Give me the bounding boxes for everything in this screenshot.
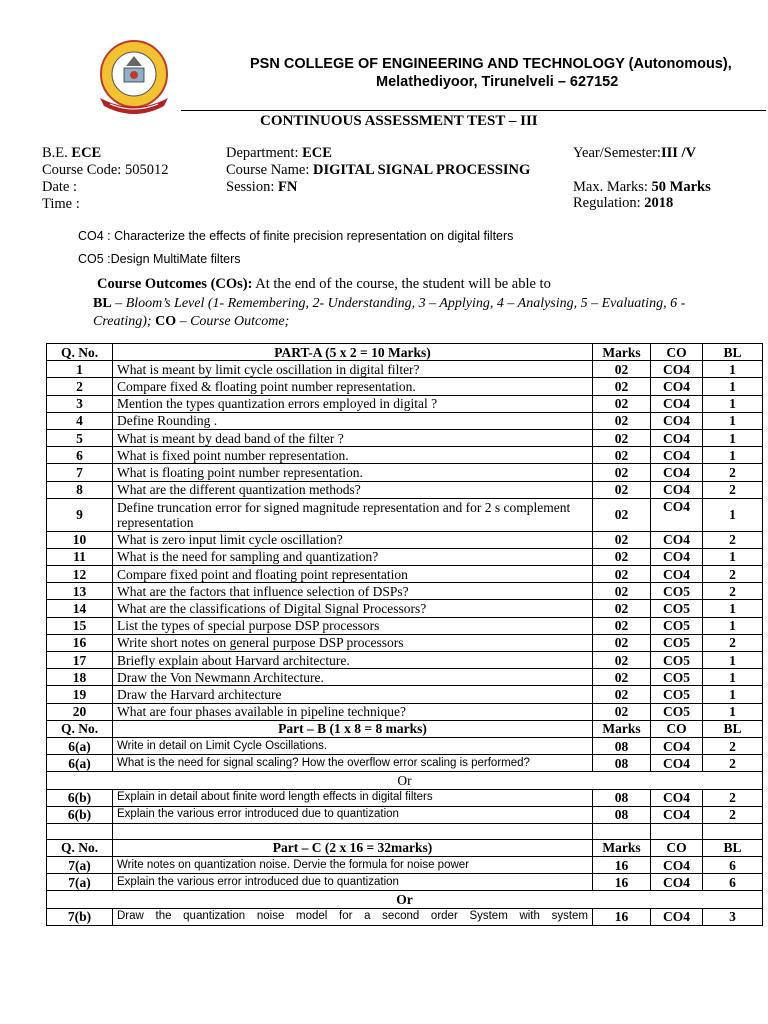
question-text: Define Rounding . — [113, 412, 593, 429]
college-name: PSN COLLEGE OF ENGINEERING AND TECHNOLOGY (Autonomous), — [250, 56, 732, 72]
question-co: CO4 — [651, 908, 703, 925]
question-text: Explain the various error introduced due to quantization — [113, 806, 593, 823]
question-text: Draw the Harvard architecture — [113, 686, 593, 703]
question-text: What are four phases available in pipeline technique? — [113, 703, 593, 720]
question-text: Mention the types quantization errors employed in digital ? — [113, 395, 593, 412]
question-row — [47, 378, 763, 395]
question-text: List the types of special purpose DSP processors — [113, 617, 593, 634]
question-co: CO5 — [651, 669, 703, 686]
question-text: Briefly explain about Harvard architecture. — [113, 652, 593, 669]
question-co: CO4 — [651, 806, 703, 823]
question-co: CO4 — [651, 464, 703, 481]
question-marks: 02 — [593, 429, 651, 446]
question-bl: 2 — [703, 755, 763, 772]
question-text: Write in detail on Limit Cycle Oscillations. — [113, 737, 593, 754]
question-bl: 3 — [703, 908, 763, 925]
question-bl: 2 — [703, 634, 763, 651]
question-co: CO4 — [651, 498, 703, 531]
question-marks: 02 — [593, 361, 651, 378]
question-bl: 1 — [703, 378, 763, 395]
table-header-row — [47, 839, 763, 856]
spacer-row — [47, 823, 763, 839]
question-number: 20 — [47, 703, 113, 720]
question-bl: 2 — [703, 737, 763, 754]
question-text: Compare fixed point and floating point representation — [113, 566, 593, 583]
question-marks: 02 — [593, 583, 651, 600]
question-number: 1 — [47, 361, 113, 378]
question-co: CO4 — [651, 412, 703, 429]
question-row — [47, 737, 763, 754]
session-line: Session: FN — [226, 179, 298, 195]
question-marks: 02 — [593, 652, 651, 669]
question-bl: 1 — [703, 600, 763, 617]
question-co: CO4 — [651, 395, 703, 412]
question-text: What is meant by limit cycle oscillation in digital filter? — [113, 361, 593, 378]
question-co: CO5 — [651, 634, 703, 651]
question-bl: 1 — [703, 429, 763, 446]
question-row — [47, 429, 763, 446]
question-row — [47, 498, 763, 531]
question-marks: 02 — [593, 600, 651, 617]
or-row — [47, 772, 763, 789]
bl-header: BL — [703, 720, 763, 737]
question-row — [47, 789, 763, 806]
marks-header: Marks — [593, 720, 651, 737]
question-bl: 2 — [703, 481, 763, 498]
regulation-line: Regulation: 2018 — [573, 195, 674, 211]
question-co: CO5 — [651, 583, 703, 600]
question-text: Draw the quantization noise model for a second order System with system — [113, 908, 593, 925]
question-marks: 08 — [593, 789, 651, 806]
college-logo-icon — [94, 36, 174, 116]
question-text: What is zero input limit cycle oscillation? — [113, 531, 593, 548]
or-row — [47, 891, 763, 908]
question-marks: 02 — [593, 412, 651, 429]
question-marks: 02 — [593, 548, 651, 565]
question-number: 2 — [47, 378, 113, 395]
question-marks: 02 — [593, 378, 651, 395]
question-co: CO4 — [651, 429, 703, 446]
question-marks: 16 — [593, 874, 651, 891]
question-number: 4 — [47, 412, 113, 429]
question-number: 6(a) — [47, 737, 113, 754]
co-header: CO — [651, 344, 703, 361]
question-row — [47, 755, 763, 772]
question-marks: 16 — [593, 908, 651, 925]
question-bl: 1 — [703, 395, 763, 412]
co4-statement: CO4 : Characterize the effects of finite precision representation on digital filters — [78, 229, 514, 243]
qno-header: Q. No. — [47, 720, 113, 737]
question-co: CO4 — [651, 874, 703, 891]
or-separator: Or — [47, 891, 763, 908]
question-marks: 02 — [593, 395, 651, 412]
question-text: What is fixed point number representation. — [113, 447, 593, 464]
course-outcomes-intro: Course Outcomes (COs): At the end of the course, the student will be able to — [97, 276, 551, 292]
question-number: 14 — [47, 600, 113, 617]
question-number: 11 — [47, 548, 113, 565]
question-row — [47, 634, 763, 651]
question-marks: 02 — [593, 447, 651, 464]
question-co: CO4 — [651, 737, 703, 754]
question-bl: 1 — [703, 498, 763, 531]
question-co: CO5 — [651, 600, 703, 617]
question-co: CO5 — [651, 686, 703, 703]
header-divider — [181, 110, 766, 111]
question-text: Write notes on quantization noise. Dervie the formula for noise power — [113, 857, 593, 874]
question-row — [47, 481, 763, 498]
question-marks: 08 — [593, 755, 651, 772]
question-bl: 2 — [703, 806, 763, 823]
course-name-line: Course Name: DIGITAL SIGNAL PROCESSING — [226, 162, 531, 178]
question-number: 6(b) — [47, 789, 113, 806]
test-title: CONTINUOUS ASSESSMENT TEST – III — [260, 113, 538, 129]
question-co: CO4 — [651, 378, 703, 395]
marks-header: Marks — [593, 344, 651, 361]
question-number: 8 — [47, 481, 113, 498]
question-bl: 2 — [703, 531, 763, 548]
program-line: B.E. ECE — [42, 145, 102, 161]
question-co: CO4 — [651, 361, 703, 378]
question-co: CO5 — [651, 703, 703, 720]
question-row — [47, 806, 763, 823]
question-bl: 2 — [703, 583, 763, 600]
co5-statement: CO5 :Design MultiMate filters — [78, 252, 241, 266]
question-co: CO4 — [651, 755, 703, 772]
question-text: What is the need for sampling and quantization? — [113, 548, 593, 565]
empty-cell — [47, 823, 113, 839]
question-marks: 02 — [593, 464, 651, 481]
question-bl: 1 — [703, 447, 763, 464]
question-row — [47, 548, 763, 565]
question-number: 17 — [47, 652, 113, 669]
question-row — [47, 447, 763, 464]
question-co: CO4 — [651, 548, 703, 565]
question-marks: 02 — [593, 531, 651, 548]
question-row — [47, 566, 763, 583]
question-marks: 02 — [593, 617, 651, 634]
question-co: CO4 — [651, 531, 703, 548]
question-number: 6(a) — [47, 755, 113, 772]
question-bl: 1 — [703, 361, 763, 378]
question-number: 7(b) — [47, 908, 113, 925]
question-number: 10 — [47, 531, 113, 548]
question-number: 15 — [47, 617, 113, 634]
question-marks: 08 — [593, 737, 651, 754]
question-number: 7(a) — [47, 857, 113, 874]
question-text: What are the classifications of Digital Signal Processors? — [113, 600, 593, 617]
question-bl: 1 — [703, 548, 763, 565]
part-header: Part – B (1 x 8 = 8 marks) — [113, 720, 593, 737]
question-bl: 2 — [703, 464, 763, 481]
question-marks: 08 — [593, 806, 651, 823]
question-marks: 02 — [593, 566, 651, 583]
question-marks: 02 — [593, 481, 651, 498]
question-marks: 02 — [593, 703, 651, 720]
date-label: Date : — [42, 179, 78, 195]
question-bl: 1 — [703, 686, 763, 703]
empty-cell — [593, 823, 651, 839]
question-bl: 6 — [703, 874, 763, 891]
question-marks: 02 — [593, 498, 651, 531]
question-bl: 2 — [703, 566, 763, 583]
question-co: CO5 — [651, 652, 703, 669]
question-number: 13 — [47, 583, 113, 600]
co-header: CO — [651, 839, 703, 856]
question-bl: 2 — [703, 789, 763, 806]
table-header-row — [47, 720, 763, 737]
question-number: 18 — [47, 669, 113, 686]
question-row — [47, 908, 763, 925]
question-marks: 16 — [593, 857, 651, 874]
question-bl: 1 — [703, 652, 763, 669]
question-bl: 6 — [703, 857, 763, 874]
question-paper-table — [46, 343, 763, 926]
question-number: 3 — [47, 395, 113, 412]
question-marks: 02 — [593, 686, 651, 703]
qno-header: Q. No. — [47, 344, 113, 361]
question-row — [47, 583, 763, 600]
question-co: CO4 — [651, 481, 703, 498]
question-row — [47, 464, 763, 481]
college-address: Melathediyoor, Tirunelveli – 627152 — [376, 74, 619, 90]
question-text: What is the need for signal scaling? How the overflow error scaling is performed? — [113, 755, 593, 772]
part-header: Part – C (2 x 16 = 32marks) — [113, 839, 593, 856]
question-text: What are the factors that influence selection of DSPs? — [113, 583, 593, 600]
question-marks: 02 — [593, 669, 651, 686]
qno-header: Q. No. — [47, 839, 113, 856]
question-row — [47, 669, 763, 686]
empty-cell — [651, 823, 703, 839]
question-number: 16 — [47, 634, 113, 651]
year-semester-line: Year/Semester:III /V — [573, 145, 696, 161]
time-label: Time : — [42, 196, 80, 212]
question-row — [47, 395, 763, 412]
co-header: CO — [651, 720, 703, 737]
question-number: 7(a) — [47, 874, 113, 891]
question-row — [47, 857, 763, 874]
question-row — [47, 617, 763, 634]
question-row — [47, 652, 763, 669]
question-text: Explain in detail about finite word length effects in digital filters — [113, 789, 593, 806]
empty-cell — [703, 823, 763, 839]
question-number: 6(b) — [47, 806, 113, 823]
question-number: 12 — [47, 566, 113, 583]
bl-header: BL — [703, 344, 763, 361]
or-separator: Or — [47, 772, 763, 789]
question-co: CO4 — [651, 789, 703, 806]
question-number: 7 — [47, 464, 113, 481]
question-text: Explain the various error introduced due to quantization — [113, 874, 593, 891]
table-header-row — [47, 344, 763, 361]
part-header: PART-A (5 x 2 = 10 Marks) — [113, 344, 593, 361]
bloom-level-legend: BL – Bloom’s Level (1- Remembering, 2- Understanding, 3 – Applying, 4 – Analysing, 5 – Evaluating, 6 - Creating); CO – Course Outcome; — [93, 296, 686, 329]
question-bl: 1 — [703, 617, 763, 634]
question-number: 5 — [47, 429, 113, 446]
question-text: What are the different quantization methods? — [113, 481, 593, 498]
question-co: CO5 — [651, 617, 703, 634]
question-marks: 02 — [593, 634, 651, 651]
bl-header: BL — [703, 839, 763, 856]
question-co: CO4 — [651, 566, 703, 583]
question-row — [47, 686, 763, 703]
question-co: CO4 — [651, 447, 703, 464]
question-text: Define truncation error for signed magnitude representation and for 2 s complement representation — [113, 498, 593, 531]
question-text: Compare fixed & floating point number representation. — [113, 378, 593, 395]
question-text: Write short notes on general purpose DSP processors — [113, 634, 593, 651]
question-row — [47, 600, 763, 617]
marks-header: Marks — [593, 839, 651, 856]
question-row — [47, 874, 763, 891]
question-bl: 1 — [703, 703, 763, 720]
question-row — [47, 361, 763, 378]
question-text: What is meant by dead band of the filter ? — [113, 429, 593, 446]
max-marks-line: Max. Marks: 50 Marks — [573, 179, 711, 195]
question-number: 6 — [47, 447, 113, 464]
question-row — [47, 531, 763, 548]
question-text: What is floating point number representation. — [113, 464, 593, 481]
question-text: Draw the Von Newmann Architecture. — [113, 669, 593, 686]
question-row — [47, 703, 763, 720]
question-number: 19 — [47, 686, 113, 703]
course-code: Course Code: 505012 — [42, 162, 169, 178]
question-number: 9 — [47, 498, 113, 531]
question-row — [47, 412, 763, 429]
question-bl: 1 — [703, 669, 763, 686]
question-co: CO4 — [651, 857, 703, 874]
question-bl: 1 — [703, 412, 763, 429]
department-line: Department: ECE — [226, 145, 332, 161]
empty-cell — [113, 823, 593, 839]
